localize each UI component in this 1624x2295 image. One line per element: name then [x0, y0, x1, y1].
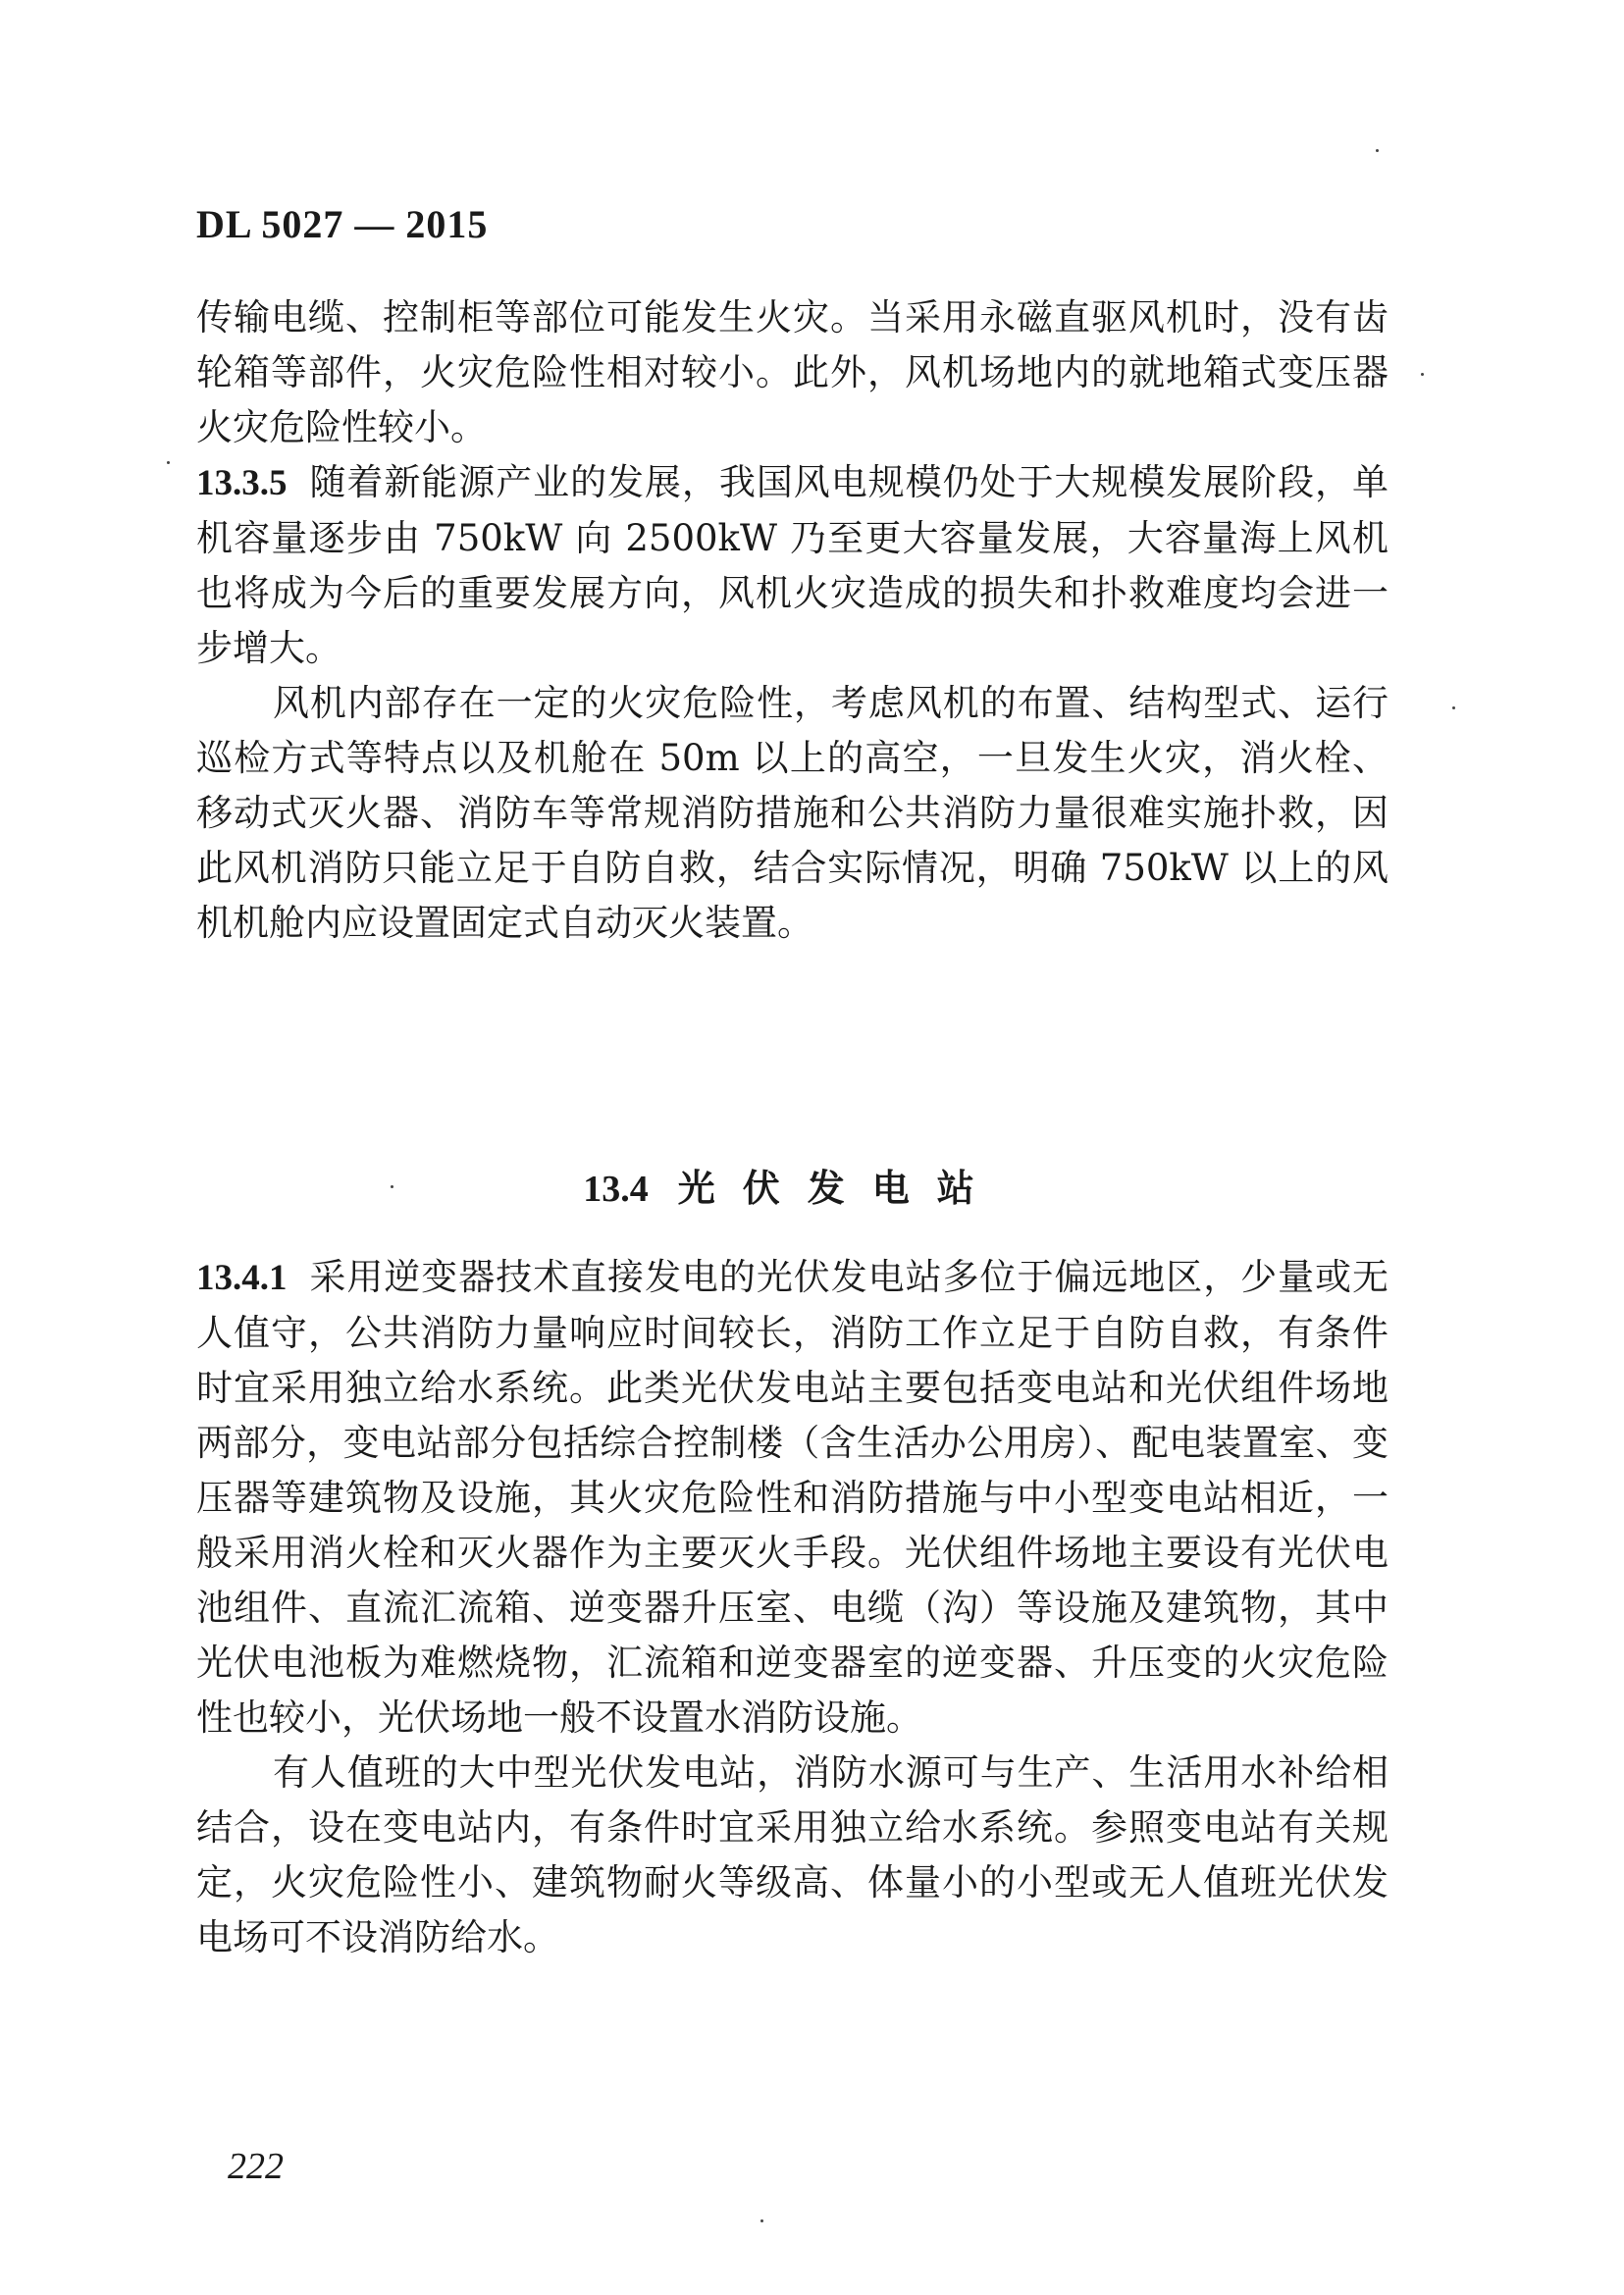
clause-13-4-1 [196, 1250, 1388, 1746]
scan-speck [1376, 149, 1379, 152]
scan-speck [1452, 706, 1455, 709]
scan-speck [760, 2219, 763, 2222]
text-block-bottom [196, 1250, 1388, 1965]
paragraph-continuation: 传输电缆、控制柜等部位可能发生火灾。当采用永磁直驱风机时，没有齿轮箱等部件，火灾危险性相对较小。此外，风机场地内的就地箱式变压器火灾危险性较小。 [196, 296, 1388, 448]
section-title: 光伏发电站 [677, 1166, 1002, 1210]
scan-speck [167, 461, 170, 464]
clause-number: 13.3.5 [196, 463, 288, 503]
scan-speck [391, 1185, 393, 1188]
clause-13-3-5 [196, 455, 1388, 676]
clause-text: 随着新能源产业的发展，我国风电规模仍处于大规模发展阶段，单机容量逐步由 750kW 向 2500kW 乃至更大容量发展，大容量海上风机也将成为今后的重要发展方向，风机火灾造成的损失和扑救难度均会进一步增大。 [196, 461, 1388, 669]
section-number: 13.4 [583, 1169, 649, 1210]
clause-text: 采用逆变器技术直接发电的光伏发电站多位于偏远地区，少量或无人值守，公共消防力量响应时间较长，消防工作立足于自防自救，有条件时宜采用独立给水系统。此类光伏发电站主要包括变电站和光伏组件场地两部分，变电站部分包括综合控制楼（含生活办公用房）、配电装置室、变压器等建筑物及设施，其火灾危险性和消防措施与中小型变电站相近，一般采用消火栓和灭火器作为主要灭火手段。光伏组件场地主要设有光伏电池组件、直流汇流箱、逆变器升压室、电缆（沟）等设施及建筑物，其中光伏电池板为难燃烧物，汇流箱和逆变器室的逆变器、升压变的火灾危险性也较小，光伏场地一般不设置水消防设施。 [196, 1256, 1388, 1739]
paragraph-wind-turbine-fire: 风机内部存在一定的火灾危险性，考虑风机的布置、结构型式、运行巡检方式等特点以及机舱在 50m 以上的高空，一旦发生火灾，消火栓、移动式灭火器、消防车等常规消防措施和公共消防力量很难实施扑救，因此风机消防只能立足于自防自救，结合实际情况，明确 750kW 以上的风机机舱内应设置固定式自动灭火装置。 [196, 682, 1388, 944]
section-heading [196, 1158, 1388, 1212]
scan-speck [1421, 373, 1424, 376]
clause-number: 13.4.1 [196, 1258, 288, 1298]
page-number: 222 [228, 2146, 284, 2187]
text-block-top [196, 290, 1388, 951]
document-code-header: DL 5027 — 2015 [196, 202, 489, 246]
paragraph-pv-water-supply: 有人值班的大中型光伏发电站，消防水源可与生产、生活用水补给相结合，设在变电站内，有条件时宜采用独立给水系统。参照变电站有关规定，火灾危险性小、建筑物耐火等级高、体量小的小型或无人值班光伏发电场可不设消防给水。 [196, 1751, 1388, 1958]
